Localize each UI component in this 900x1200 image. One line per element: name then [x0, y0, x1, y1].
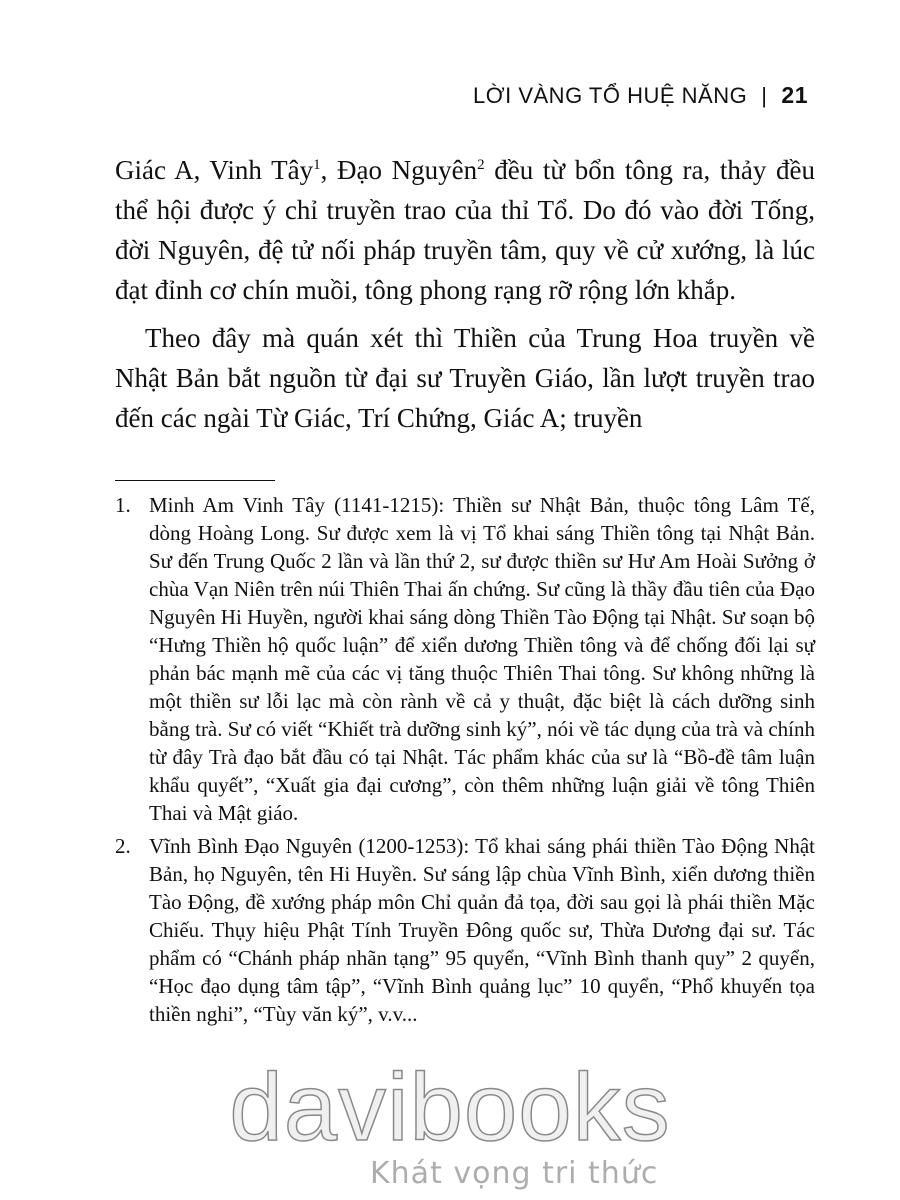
- paragraph-1-part-b: , Đạo Nguyên: [320, 155, 478, 185]
- footnote-ref-1: 1: [313, 157, 321, 173]
- watermark-logo: davibooks: [229, 1054, 671, 1161]
- footnote-2-text: Vĩnh Bình Đạo Nguyên (1200-1253): Tổ khai sáng phái thiền Tào Động Nhật Bản, họ Nguyên, tên Hi Huyền. Sư sáng lập chùa Vĩnh Bình, xiển dương thiền Tào Động, đề xướng pháp môn Chỉ quản đả tọa, đời sau gọi là phái thiền Mặc Chiếu. Thụy hiệu Phật Tính Truyền Đông quốc sư, Thừa Dương đại sư. Tác phẩm có “Chánh pháp nhãn tạng” 95 quyển, “Vĩnh Bình thanh quy” 2 quyển, “Học đạo dụng tâm tập”, “Vĩnh Bình quảng lục” 10 quyển, “Phổ khuyến tọa thiền nghi”, “Tùy văn ký”, v.v...: [149, 834, 815, 1026]
- paragraph-1-part-a: Giác A, Vinh Tây: [115, 155, 314, 185]
- footnote-2: [115, 832, 815, 1028]
- footnote-1-text: Minh Am Vinh Tây (1141-1215): Thiền sư Nhật Bản, thuộc tông Lâm Tế, dòng Hoàng Long. Sư được xem là vị Tổ khai sáng Thiền tông tại Nhật Bản. Sư đến Trung Quốc 2 lần và lần thứ 2, sư được thiền sư Hư Am Hoài Sưởng ở chùa Vạn Niên trên núi Thiên Thai ấn chứng. Sư cũng là thầy đầu tiên của Đạo Nguyên Hi Huyền, người khai sáng dòng Thiền Tào Động tại Nhật. Sư soạn bộ “Hưng Thiền hộ quốc luận” để xiển dương Thiền tông và để chống đối lại sự phản bác mạnh mẽ của các vị tăng thuộc Thiên Thai tông. Sư không những là một thiền sư lỗi lạc mà còn rành về cả y thuật, đặc biệt là cách dưỡng sinh bằng trà. Sư có viết “Khiết trà dưỡng sinh ký”, nói về tác dụng của trà và chính từ đây Trà đạo bắt đầu có tại Nhật. Tác phẩm khác của sư là “Bồ-đề tâm luận khẩu quyết”, “Xuất gia đại cương”, còn thêm những luận giải về tông Thiên Thai và Mật giáo.: [149, 493, 815, 825]
- main-text: [115, 150, 815, 438]
- running-header: [473, 82, 808, 109]
- watermark: [0, 1054, 900, 1191]
- footnote-1: [115, 491, 815, 827]
- header-separator: |: [761, 82, 768, 108]
- paragraph-2: Theo đây mà quán xét thì Thiền của Trung Hoa truyền về Nhật Bản bắt nguồn từ đại sư Truyền Giáo, lần lượt truyền trao đến các ngài Từ Giác, Trí Chứng, Giác A; truyền: [115, 323, 815, 433]
- paragraph-1: [115, 150, 815, 310]
- footnote-divider: [115, 480, 275, 481]
- footnote-1-marker: 1.: [115, 493, 131, 517]
- page-number: 21: [781, 82, 808, 108]
- paragraph-1-part-c: đều từ bổn tông ra, thảy đều thể hội được ý chỉ truyền trao của thỉ Tổ. Do đó vào đời Tống, đời Nguyên, đệ tử nối pháp truyền tâm, quy về cử xướng, là lúc đạt đỉnh cơ chín muồi, tông phong rạng rỡ rộng lớn khắp.: [115, 155, 815, 305]
- footnotes: [115, 491, 815, 1028]
- running-title: LỜI VÀNG TỔ HUỆ NĂNG: [473, 82, 748, 108]
- watermark-tagline: Khát vọng tri thức: [370, 1156, 659, 1191]
- footnote-ref-2: 2: [477, 157, 485, 173]
- footnote-2-marker: 2.: [115, 834, 131, 858]
